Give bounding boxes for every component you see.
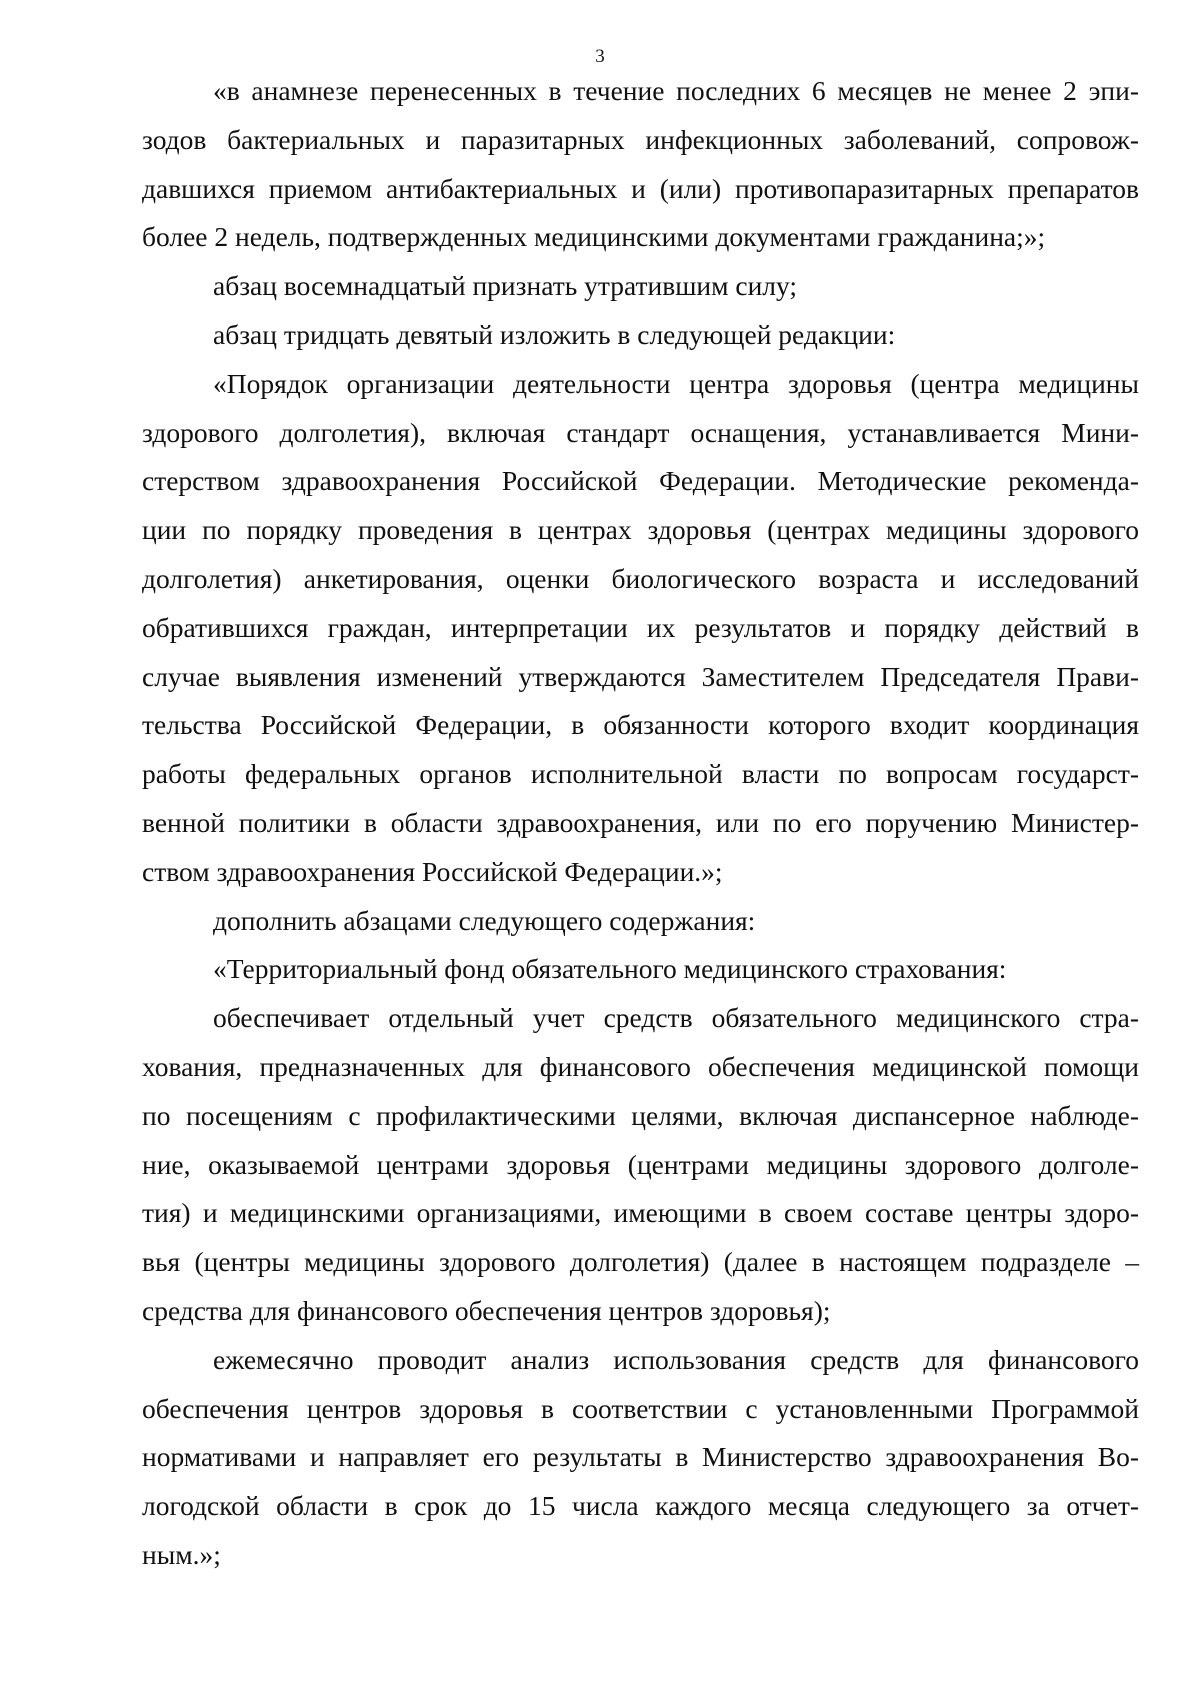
text-line: логодской области в срок до 15 числа каждого месяца следующего за отчет-	[142, 1490, 1139, 1522]
text-line: ции по порядку проведения в центрах здоровья (центрах медицины здорового	[142, 514, 1139, 546]
text-line: «Порядок организации деятельности центра здоровья (центра медицины	[213, 367, 1139, 399]
text-line: средства для финансового обеспечения центров здоровья);	[142, 1294, 831, 1326]
text-line: работы федеральных органов исполнительной власти по вопросам государст-	[142, 758, 1139, 790]
document-body	[142, 67, 1139, 1580]
text-line: долголетия) анкетирования, оценки биологического возраста и исследований	[142, 562, 1139, 594]
text-line: абзац восемнадцатый признать утратившим силу;	[213, 270, 798, 302]
text-line: тия) и медицинскими организациями, имеющими в своем составе центры здоро-	[142, 1197, 1139, 1229]
text-line: ние, оказываемой центрами здоровья (центрами медицины здорового долголе-	[142, 1148, 1139, 1180]
text-line: ством здравоохранения Российской Федерации.»;	[142, 855, 723, 887]
text-line: здорового долголетия), включая стандарт оснащения, устанавливается Мини-	[142, 416, 1139, 448]
text-line: венной политики в области здравоохранения, или по его поручению Министер-	[142, 806, 1139, 838]
text-line: зодов бактериальных и паразитарных инфекционных заболеваний, сопровож-	[142, 123, 1139, 155]
text-line: тельства Российской Федерации, в обязанности которого входит координация	[142, 709, 1139, 741]
text-line: более 2 недель, подтвержденных медицинскими документами гражданина;»;	[142, 221, 1046, 253]
text-line: ежемесячно проводит анализ использования средств для финансового	[213, 1343, 1139, 1375]
text-line: «в анамнезе перенесенных в течение последних 6 месяцев не менее 2 эпи-	[213, 75, 1139, 106]
text-line: обеспечивает отдельный учет средств обязательного медицинского стра-	[213, 1002, 1139, 1034]
text-line: хования, предназначенных для финансового обеспечения медицинской помощи	[142, 1050, 1139, 1082]
text-line: «Территориальный фонд обязательного медицинского страхования:	[213, 953, 1007, 985]
text-line: дополнить абзацами следующего содержания:	[213, 904, 756, 936]
text-line: абзац тридцать девятый изложить в следующей редакции:	[213, 318, 896, 350]
text-line: обеспечения центров здоровья в соответствии с установленными Программой	[142, 1392, 1139, 1424]
text-line: вья (центры медицины здорового долголетия) (далее в настоящем подразделе –	[142, 1246, 1139, 1278]
text-line: ным.»;	[142, 1538, 221, 1570]
text-line: по посещениям с профилактическими целями, включая диспансерное наблюде-	[142, 1099, 1139, 1131]
text-line: обратившихся граждан, интерпретации их результатов и порядку действий в	[142, 611, 1139, 643]
page-number: 3	[595, 46, 605, 67]
text-line: случае выявления изменений утверждаются Заместителем Председателя Прави-	[142, 660, 1139, 692]
text-line: нормативами и направляет его результаты в Министерство здравоохранения Во-	[142, 1441, 1139, 1473]
text-line: давшихся приемом антибактериальных и (или) противопаразитарных препаратов	[142, 172, 1139, 204]
text-line: стерством здравоохранения Российской Федерации. Методические рекоменда-	[142, 465, 1139, 497]
